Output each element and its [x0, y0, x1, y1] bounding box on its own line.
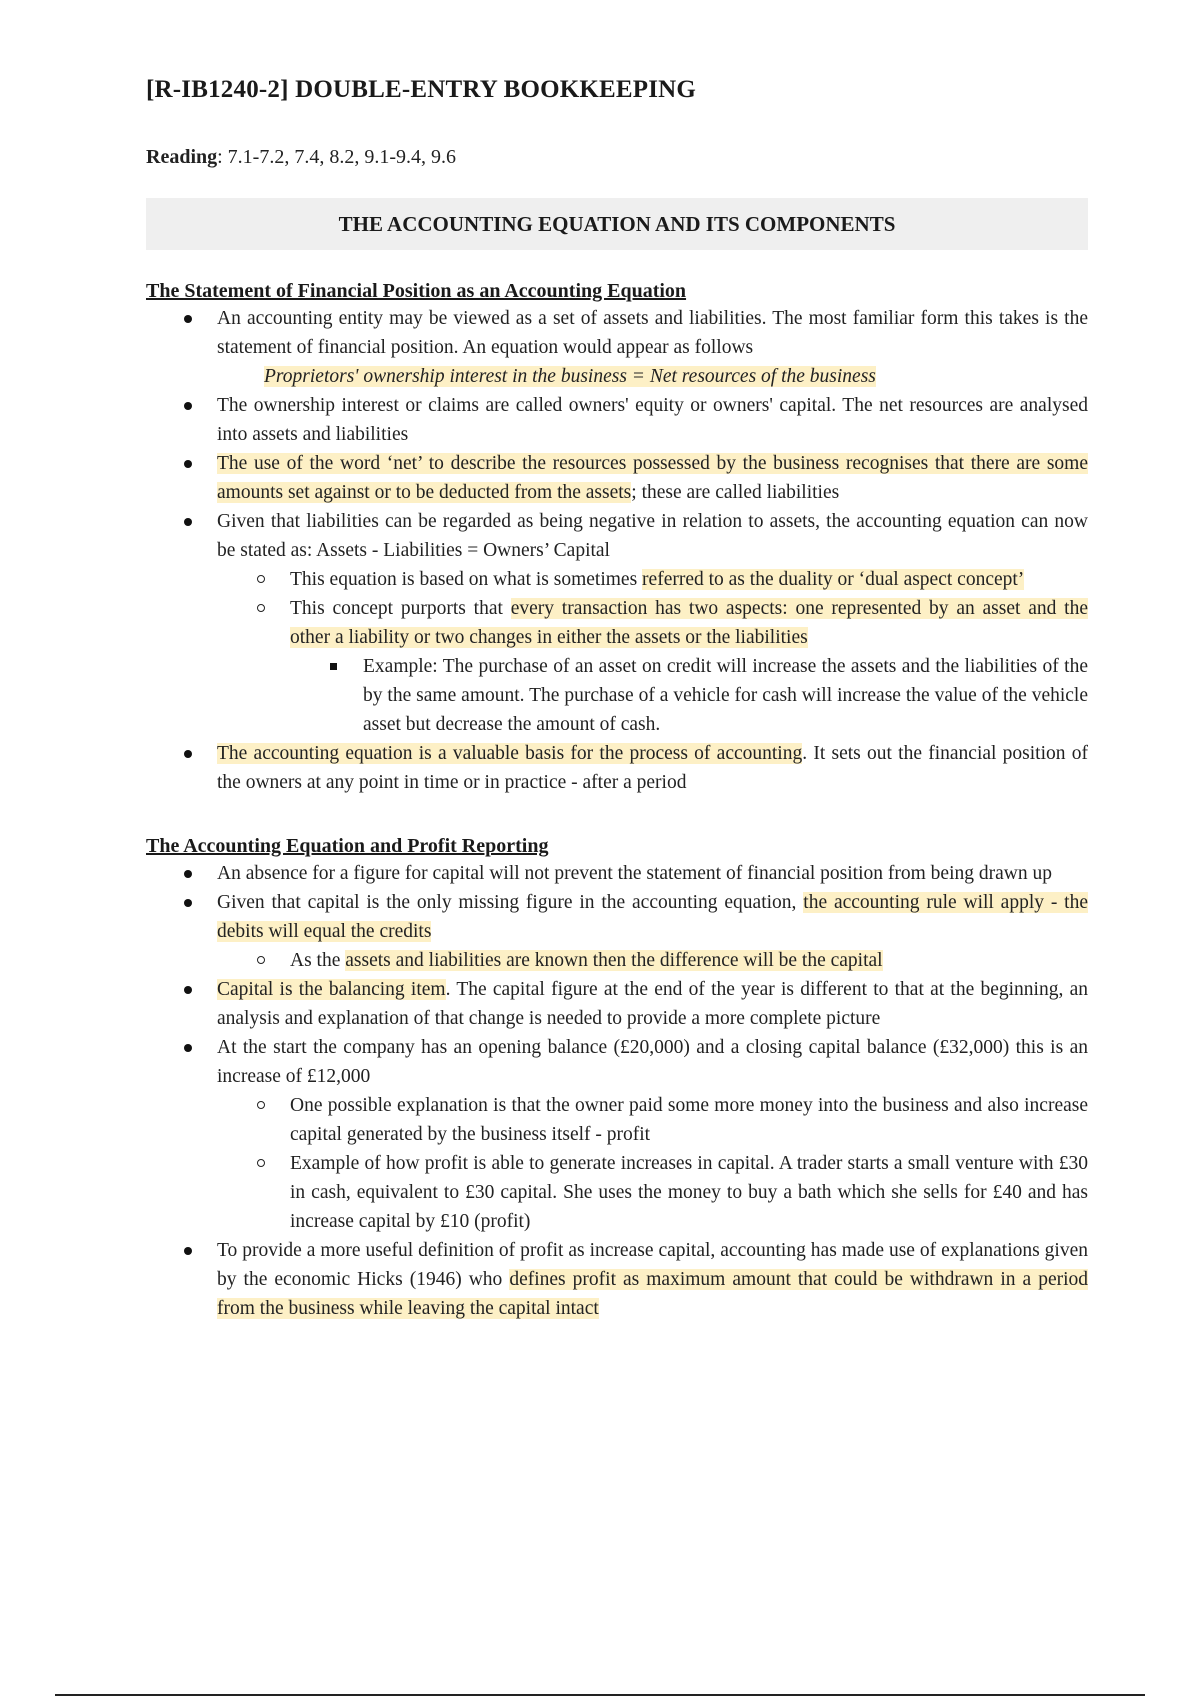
- highlighted-text: Capital is the balancing item: [217, 979, 446, 1000]
- bullet-text: Example of how profit is able to generate increases in capital. A trader starts a small venture with £30 in cash, equivalent to £30 capital. She uses the money to buy a bath which she sells for £40 and has increase capital by £10 (profit): [290, 1153, 1088, 1232]
- equation-formula: [217, 362, 1088, 391]
- list-item: [146, 304, 1088, 391]
- list-item: [146, 507, 1088, 565]
- formula-text: Proprietors' ownership interest in the business = Net resources of the business: [264, 366, 876, 387]
- bullet-text: An accounting entity may be viewed as a set of assets and liabilities. The most familiar form this takes is the statement of financial position. An equation would appear as follows: [217, 308, 1088, 358]
- sub-list-item: [146, 1091, 1088, 1149]
- list-item: [146, 975, 1088, 1033]
- sub-list-item: [146, 565, 1088, 594]
- footer-rule: [55, 1694, 1145, 1696]
- bullet-text: The ownership interest or claims are called owners' equity or owners' capital. The net resources are analysed into assets and liabilities: [217, 395, 1088, 445]
- bullet-text: As the: [290, 950, 346, 971]
- highlighted-text: every transaction has two aspects: one represented by an asset and the other a liability or two changes in either the assets or the liabilities: [290, 598, 1088, 648]
- section2-list: [146, 859, 1088, 1323]
- highlighted-text: the accounting rule will apply - the debits will equal the credits: [217, 892, 1088, 942]
- bullet-text: This concept purports that: [290, 598, 511, 619]
- list-item: [146, 739, 1088, 797]
- sub-list-item: [146, 1149, 1088, 1236]
- document-title: [R-IB1240-2] DOUBLE-ENTRY BOOKKEEPING: [146, 76, 697, 103]
- list-item: [146, 1033, 1088, 1091]
- bullet-text: Given that liabilities can be regarded as being negative in relation to assets, the accounting equation can now be stated as: Assets - Liabilities = Owners’ Capital: [217, 511, 1088, 561]
- section1-list: [146, 304, 1088, 797]
- section-banner: THE ACCOUNTING EQUATION AND ITS COMPONENTS: [146, 198, 1088, 250]
- list-item: [146, 449, 1088, 507]
- bullet-text: This equation is based on what is sometimes: [290, 569, 643, 590]
- bullet-text: At the start the company has an opening balance (£20,000) and a closing capital balance (£32,000) this is an increase of £12,000: [217, 1037, 1088, 1087]
- bullet-text: ; these are called liabilities: [631, 482, 840, 503]
- bullet-text: To provide a more useful definition of profit as increase capital, accounting has made use of explanations given by the economic Hicks (1946) who: [217, 1240, 1088, 1290]
- list-item: [146, 391, 1088, 449]
- sub-list-item: [146, 946, 1088, 975]
- list-item: [146, 1236, 1088, 1323]
- list-item: [146, 888, 1088, 946]
- highlighted-text: referred to as the duality or ‘dual aspect concept’: [642, 569, 1025, 590]
- highlighted-text: The use of the word ‘net’ to describe the resources possessed by the business recognises that there are some amounts set against or to be deducted from the assets: [217, 453, 1088, 503]
- reading-line: [146, 144, 1088, 170]
- bullet-text: One possible explanation is that the owner paid some more money into the business and also increase capital generated by the business itself - profit: [290, 1095, 1088, 1145]
- sub-sub-list-item: [146, 652, 1088, 739]
- reading-label: Reading: [146, 146, 218, 168]
- bullet-text: Example: The purchase of an asset on credit will increase the assets and the liabilities of the by the same amount. The purchase of a vehicle for cash will increase the value of the vehicle asset but decrease the amount of cash.: [363, 656, 1088, 735]
- bullet-text: An absence for a figure for capital will not prevent the statement of financial position from being drawn up: [217, 863, 1052, 884]
- highlighted-text: assets and liabilities are known then the difference will be the capital: [345, 950, 883, 971]
- bullet-text: . It sets out the financial position of the owners at any point in time or in practice - after a period: [217, 743, 1089, 793]
- section1-heading: The Statement of Financial Position as an Accounting Equation: [146, 280, 687, 302]
- highlighted-text: defines profit as maximum amount that could be withdrawn in a period from the business while leaving the capital intact: [217, 1269, 1089, 1319]
- list-item: [146, 859, 1088, 888]
- document-page: [146, 70, 1088, 1323]
- reading-value: : 7.1-7.2, 7.4, 8.2, 9.1-9.4, 9.6: [217, 146, 457, 168]
- bullet-text: . The capital figure at the end of the year is different to that at the beginning, an analysis and explanation of that change is needed to provide a more complete picture: [217, 979, 1088, 1029]
- sub-list-item: [146, 594, 1088, 652]
- bullet-text: Given that capital is the only missing figure in the accounting equation,: [217, 892, 804, 913]
- section2-heading: The Accounting Equation and Profit Reporting: [146, 835, 549, 857]
- highlighted-text: The accounting equation is a valuable basis for the process of accounting: [217, 743, 803, 764]
